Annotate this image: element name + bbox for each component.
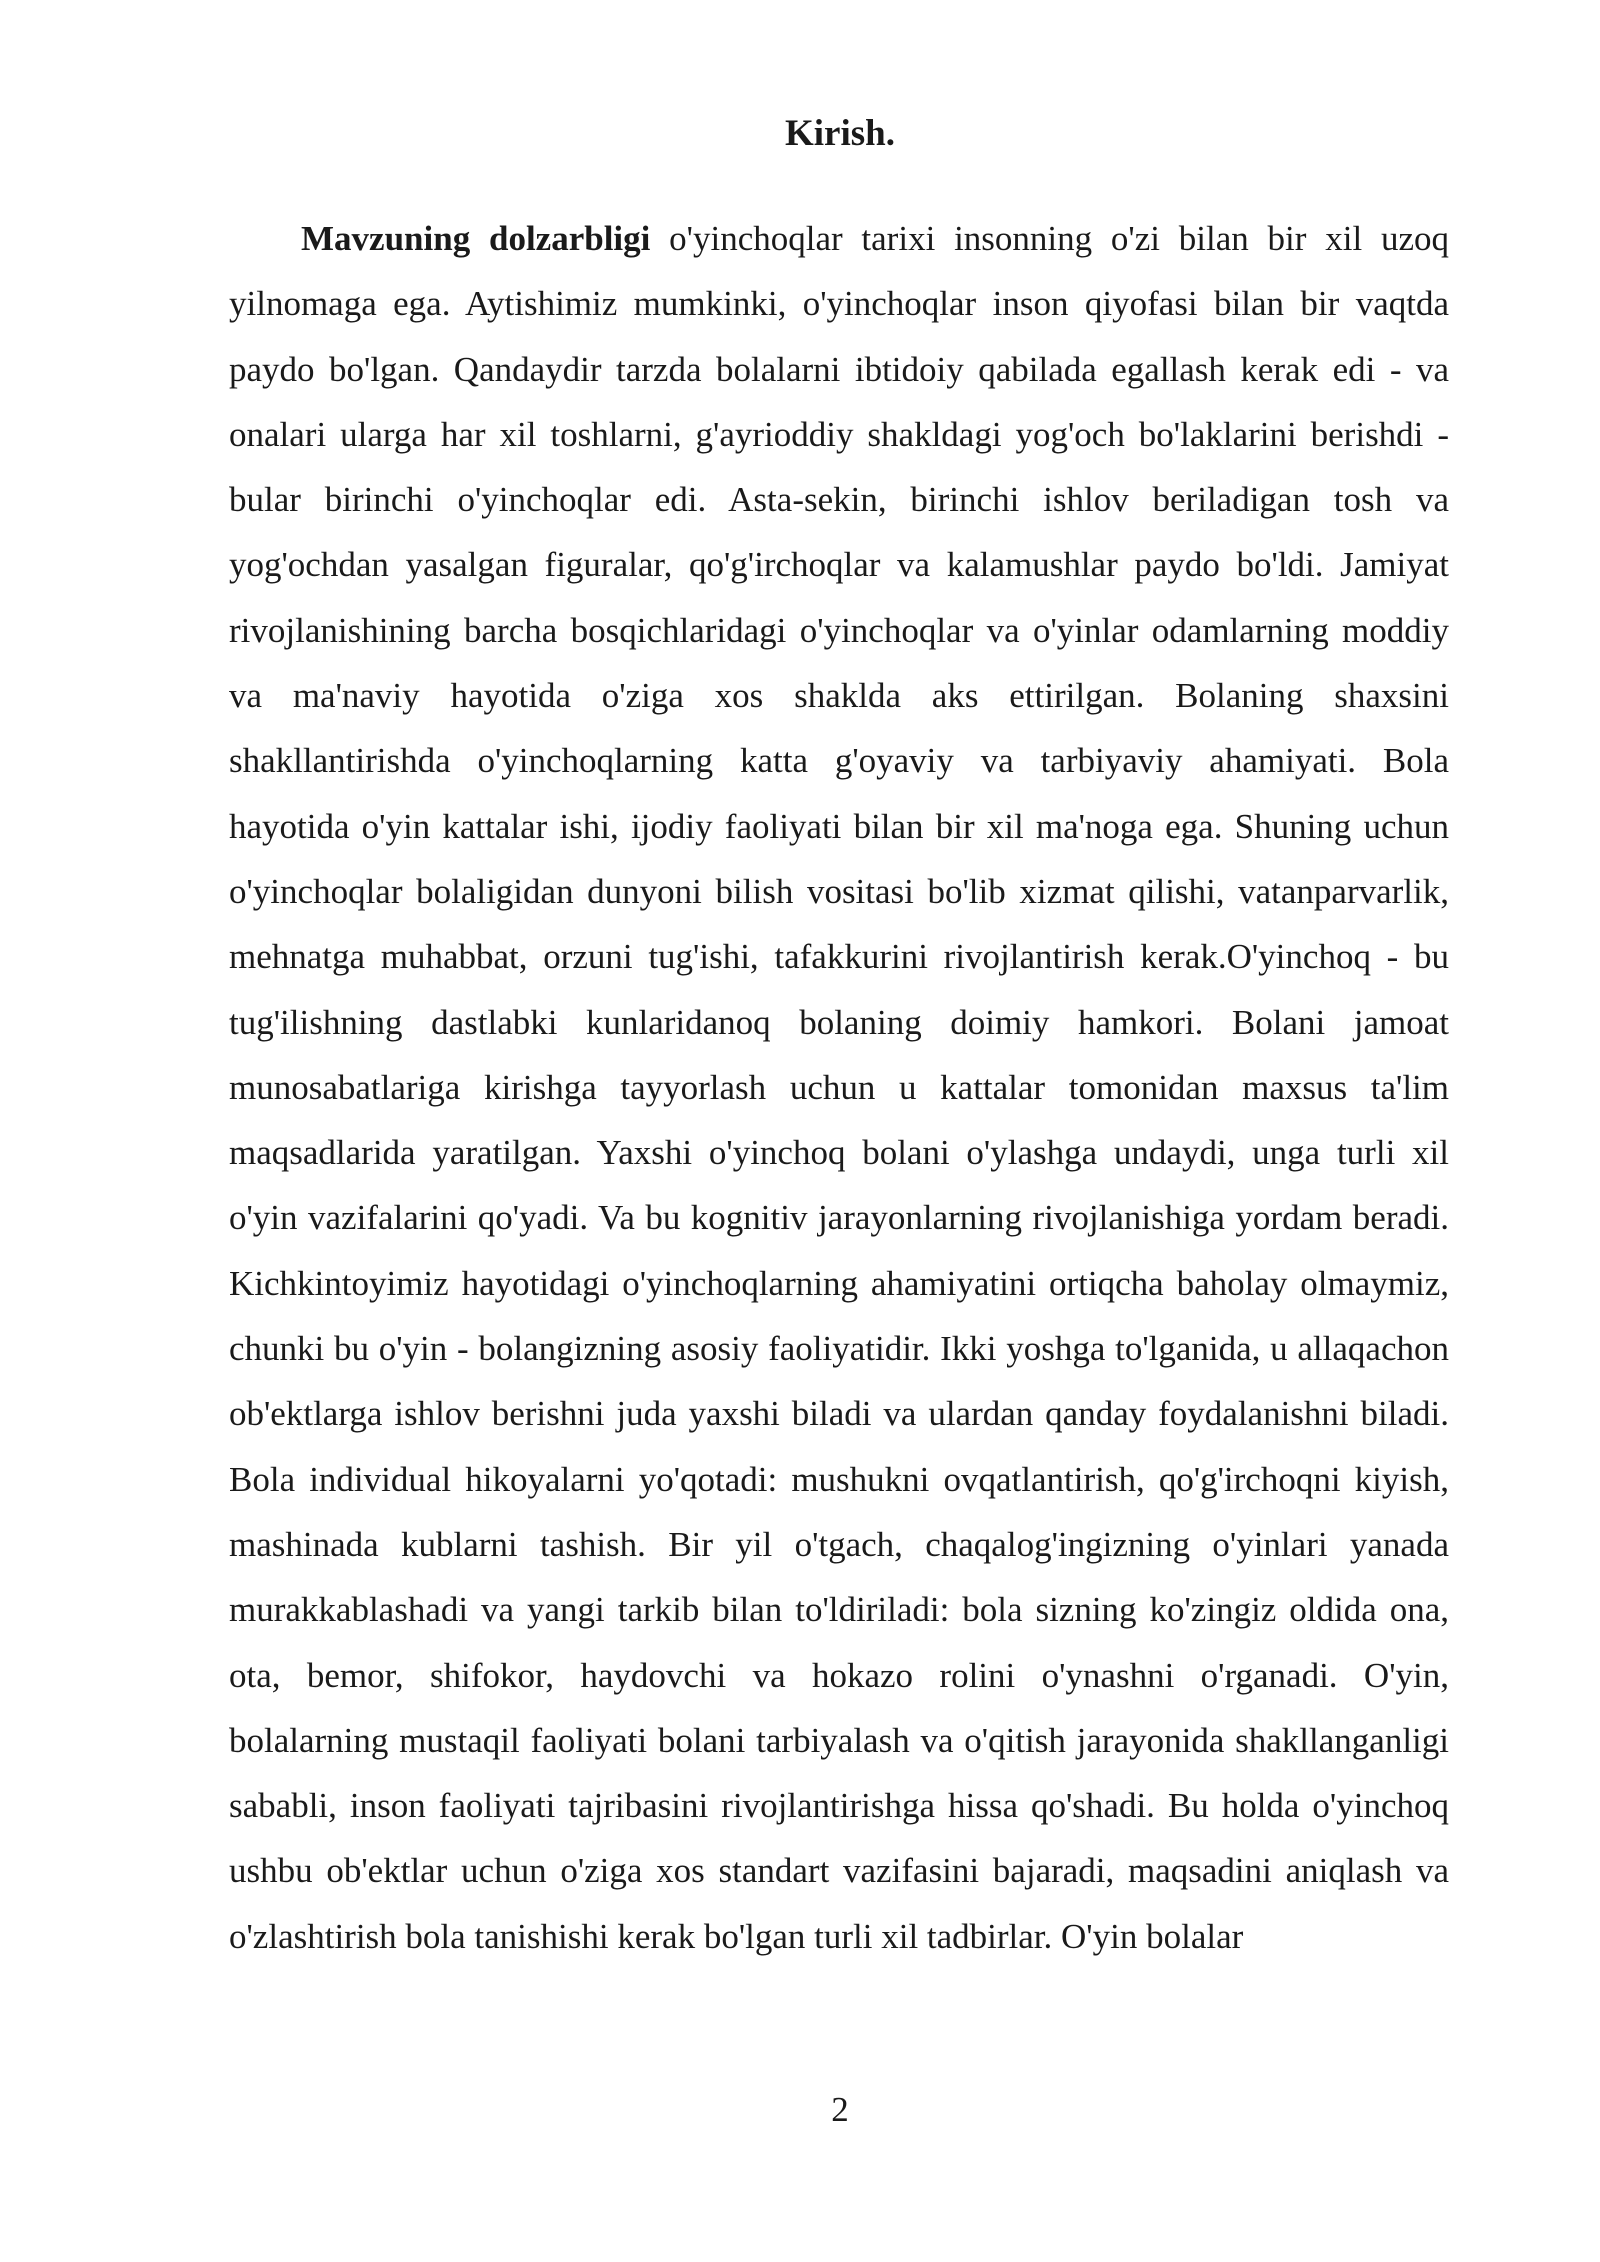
page-title: Kirish.: [785, 113, 895, 154]
page-number: 2: [831, 2090, 849, 2129]
body-paragraph: [229, 206, 1449, 1969]
lead-bold-phrase: Mavzuning dolzarbligi: [301, 219, 651, 258]
body-text: o'yinchoqlar tarixi insonning o'zi bilan bir xil uzoq yilnomaga ega. Aytishimiz mumkinki, o'yinchoqlar inson qiyofasi bilan bir vaqtda paydo bo'lgan. Qandaydir tarzda bolalarni ibtidoiy qabilada egallash kerak edi - va onalari ularga har xil toshlarni, g'ayrioddiy shakldagi yog'och bo'laklarini berishdi - bular birinchi o'yinchoqlar edi. Asta-sekin, birinchi ishlov beriladigan tosh va yog'ochdan yasalgan figuralar, qo'g'irchoqlar va kalamushlar paydo bo'ldi. Jamiyat rivojlanishining barcha bosqichlaridagi o'yinchoqlar va o'yinlar odamlarning moddiy va ma'naviy hayotida o'ziga xos shaklda aks ettirilgan. Bolaning shaxsini shakllantirishda o'yinchoqlarning katta g'oyaviy va tarbiyaviy ahamiyati. Bola hayotida o'yin kattalar ishi, ijodiy faoliyati bilan bir xil ma'noga ega. Shuning uchun o'yinchoqlar bolaligidan dunyoni bilish vositasi bo'lib xizmat qilishi, vatanparvarlik, mehnatga muhabbat, orzuni tug'ishi, tafakkurini rivojlantirish kerak.O'yinchoq - bu tug'ilishning dastlabki kunlaridanoq bolaning doimiy hamkori. Bolani jamoat munosabatlariga kirishga tayyorlash uchun u kattalar tomonidan maxsus ta'lim maqsadlarida yaratilgan. Yaxshi o'yinchoq bolani o'ylashga undaydi, unga turli xil o'yin vazifalarini qo'yadi. Va bu kognitiv jarayonlarning rivojlanishiga yordam beradi. Kichkintoyimiz hayotidagi o'yinchoqlarning ahamiyatini ortiqcha baholay olmaymiz, chunki bu o'yin - bolangizning asosiy faoliyatidir. Ikki yoshga to'lganida, u allaqachon ob'ektlarga ishlov berishni juda yaxshi biladi va ulardan qanday foydalanishni biladi. Bola individual hikoyalarni yo'qotadi: mushukni ovqatlantirish, qo'g'irchoqni kiyish, mashinada kublarni tashish. Bir yil o'tgach, chaqalog'ingizning o'yinlari yanada murakkablashadi va yangi tarkib bilan to'ldiriladi: bola sizning ko'zingiz oldida ona, ota, bemor, shifokor, haydovchi va hokazo rolini o'ynashni o'rganadi. O'yin, bolalarning mustaqil faoliyati bolani tarbiyalash va o'qitish jarayonida shakllanganligi sababli, inson faoliyati tajribasini rivojlantirishga hissa qo'shadi. Bu holda o'yinchoq ushbu ob'ektlar uchun o'ziga xos standart vazifasini bajaradi, maqsadini aniqlash va o'zlashtirish bola tanishishi kerak bo'lgan turli xil tadbirlar. O'yin bolalar: [229, 219, 1449, 1956]
